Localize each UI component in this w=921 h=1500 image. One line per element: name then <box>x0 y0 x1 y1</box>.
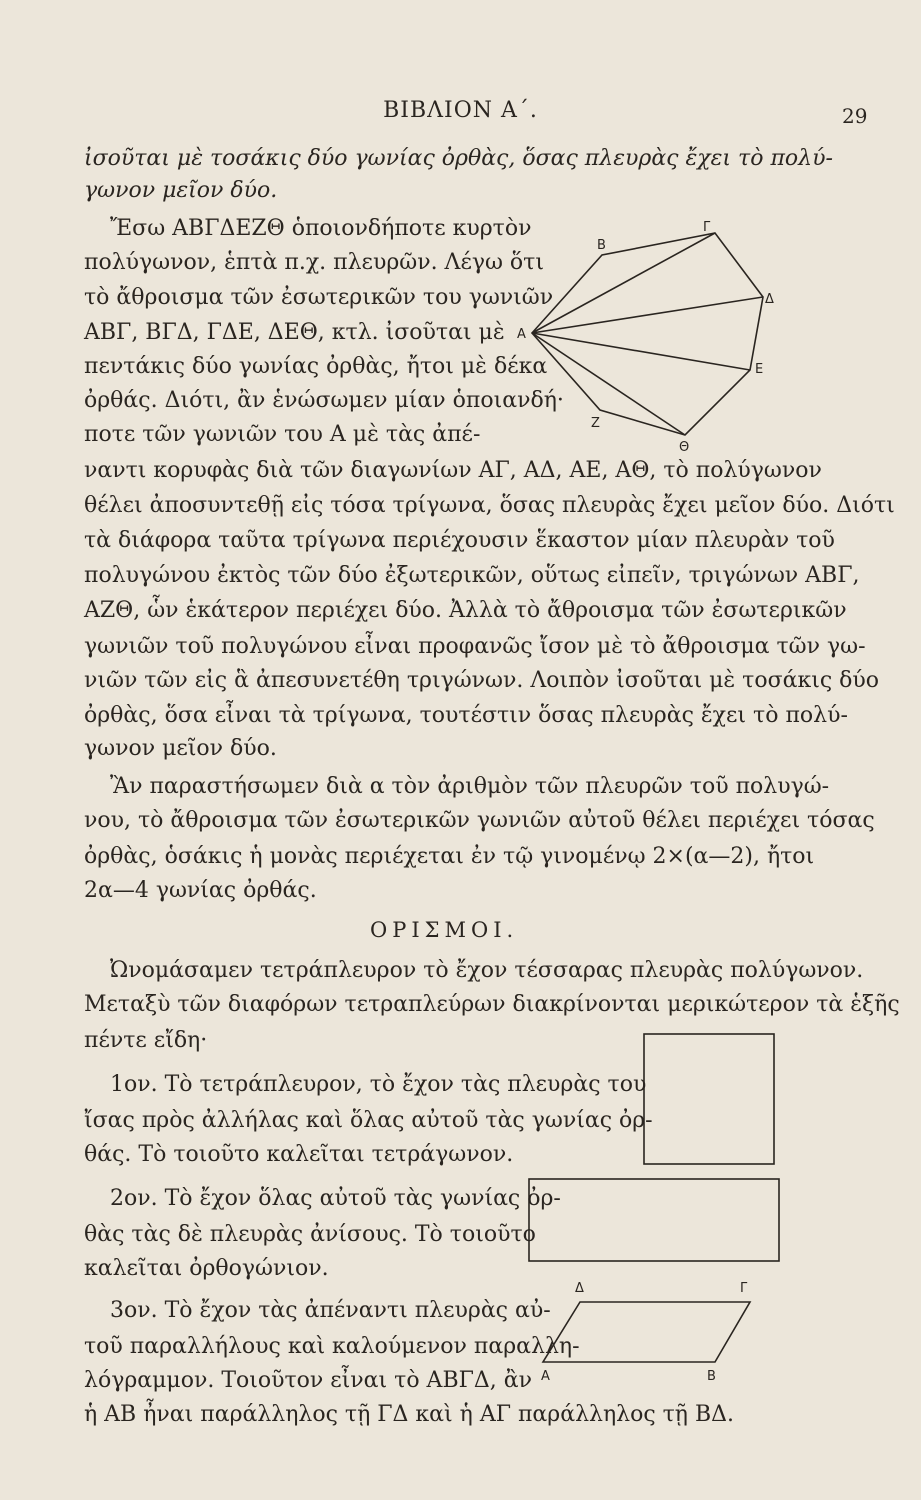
figure-label: Γ <box>703 220 711 235</box>
text-line: τὸ ἄθροισμα τῶν ἐσωτερικῶν του γωνιῶν <box>84 285 554 310</box>
figure-label: Ε <box>755 362 764 377</box>
text-line: ὀρθὰς, ὅσα εἶναι τὰ τρίγωνα, τουτέστιν ὅσας πλευρὰς ἔχει τὸ πολύ- <box>84 703 848 728</box>
text-line: Ἔσω ΑΒΓΔΕΖΘ ὁποιονδήποτε κυρτὸν <box>110 216 532 241</box>
figure-label: Α <box>541 1369 550 1384</box>
text-line: ἡ ΑΒ ἦναι παράλληλος τῇ ΓΔ καὶ ἡ ΑΓ παράλληλος τῇ ΒΔ. <box>84 1402 735 1427</box>
text-line: γωνον μεῖον δύο. <box>84 736 277 761</box>
text-line: 1ον. Τὸ τετράπλευρον, τὸ ἔχον τὰς πλευρὰς του <box>110 1072 647 1097</box>
running-head: ΒΙΒΛΙΟΝ Α΄. <box>383 98 538 123</box>
text-line: ὀρθὰς, ὁσάκις ἡ μονὰς περιέχεται ἐν τῷ γινομένῳ 2×(α—2), ἤτοι <box>84 844 815 869</box>
parallelogram-figure <box>535 1272 775 1382</box>
figure-label: Θ <box>679 440 690 455</box>
text-line: πολύγωνον, ἑπτὰ π.χ. πλευρῶν. Λέγω ὅτι <box>84 250 544 275</box>
text-line: Μεταξὺ τῶν διαφόρων τετραπλεύρων διακρίνονται μερικώτερον τὰ ἑξῆς <box>84 992 900 1017</box>
figure-label: Α <box>517 327 526 342</box>
text-line: 3ον. Τὸ ἔχον τὰς ἀπέναντι πλευρὰς αὐ- <box>110 1298 551 1323</box>
text-line: Ἂν παραστήσωμεν διὰ α τὸν ἀριθμὸν τῶν πλευρῶν τοῦ πολυγώ- <box>110 774 830 799</box>
figure-label: Δ <box>765 292 774 307</box>
text-line: νιῶν τῶν εἰς ἃ ἀπεσυνετέθη τριγώνων. Λοιπὸν ἰσοῦται μὲ τοσάκις δύο <box>84 668 880 693</box>
text-line: ἴσας πρὸς ἀλλήλας καὶ ὅλας αὐτοῦ τὰς γωνίας ὀρ- <box>84 1108 653 1133</box>
text-line: ἰσοῦται μὲ τοσάκις δύο γωνίας ὀρθὰς, ὅσας πλευρὰς ἔχει τὸ πολύ- <box>84 146 833 171</box>
text-line: ΑΒΓ, ΒΓΔ, ΓΔΕ, ΔΕΘ, κτλ. ἰσοῦται μὲ <box>84 320 505 345</box>
text-line: 2α—4 γωνίας ὀρθάς. <box>84 878 317 903</box>
text-line: τοῦ παραλλήλους καὶ καλούμενον παραλλη- <box>84 1334 580 1359</box>
rectangle-figure <box>525 1175 785 1275</box>
text-line: τὰ διάφορα ταῦτα τρίγωνα περιέχουσιν ἕκαστον μίαν πλευρὰν τοῦ <box>84 528 835 553</box>
text-line: γωνιῶν τοῦ πολυγώνου εἶναι προφανῶς ἴσον μὲ τὸ ἄθροισμα τῶν γω- <box>84 634 866 659</box>
text-line: νου, τὸ ἄθροισμα τῶν ἐσωτερικῶν γωνιῶν αὐτοῦ θέλει περιέχει τόσας <box>84 808 875 833</box>
text-line: ναντι κορυφὰς διὰ τῶν διαγωνίων ΑΓ, ΑΔ, ΑΕ, ΑΘ, τὸ πολύγωνον <box>84 458 822 483</box>
heptagon-figure <box>505 220 774 455</box>
text-line: πολυγώνου ἐκτὸς τῶν δύο ἐξωτερικῶν, οὕτως εἰπεῖν, τριγώνων ΑΒΓ, <box>84 563 860 588</box>
text-line: ποτε τῶν γωνιῶν του Α μὲ τὰς ἀπέ- <box>84 422 481 447</box>
text-line: θάς. Τὸ τοιοῦτο καλεῖται τετράγωνον. <box>84 1142 514 1167</box>
text-line: θὰς τὰς δὲ πλευρὰς ἀνίσους. Τὸ τοιοῦτο <box>84 1222 536 1247</box>
text-line: 2ον. Τὸ ἔχον ὅλας αὐτοῦ τὰς γωνίας ὀρ- <box>110 1186 561 1211</box>
figure-label: Β <box>597 238 606 253</box>
section-heading: ΟΡΙΣΜΟΙ. <box>370 918 519 942</box>
text-line: πέντε εἴδη· <box>84 1028 208 1053</box>
text-line: θέλει ἀποσυντεθῇ εἰς τόσα τρίγωνα, ὅσας πλευρὰς ἔχει μεῖον δύο. Διότι <box>84 493 895 518</box>
text-line: λόγραμμον. Τοιοῦτον εἶναι τὸ ΑΒΓΔ, ἂν <box>84 1368 532 1393</box>
text-line: γωνον μεῖον δύο. <box>84 178 278 203</box>
text-line: ΑΖΘ, ὧν ἑκάτερον περιέχει δύο. Ἀλλὰ τὸ ἄθροισμα τῶν ἐσωτερικῶν <box>84 598 847 623</box>
figure-label: Γ <box>740 1281 748 1296</box>
figure-label: Δ <box>575 1281 584 1296</box>
page-number: 29 <box>842 104 868 128</box>
figure-label: Ζ <box>591 416 600 431</box>
square-figure <box>640 1030 780 1170</box>
text-line: ὀρθάς. Διότι, ἂν ἑνώσωμεν μίαν ὁποιανδή· <box>84 388 564 413</box>
figure-label: Β <box>707 1369 716 1384</box>
text-line: Ὠνομάσαμεν τετράπλευρον τὸ ἔχον τέσσαρας πλευρὰς πολύγωνον. <box>110 958 864 983</box>
text-line: πεντάκις δύο γωνίας ὀρθὰς, ἤτοι μὲ δέκα <box>84 354 548 379</box>
text-line: καλεῖται ὀρθογώνιον. <box>84 1256 329 1281</box>
